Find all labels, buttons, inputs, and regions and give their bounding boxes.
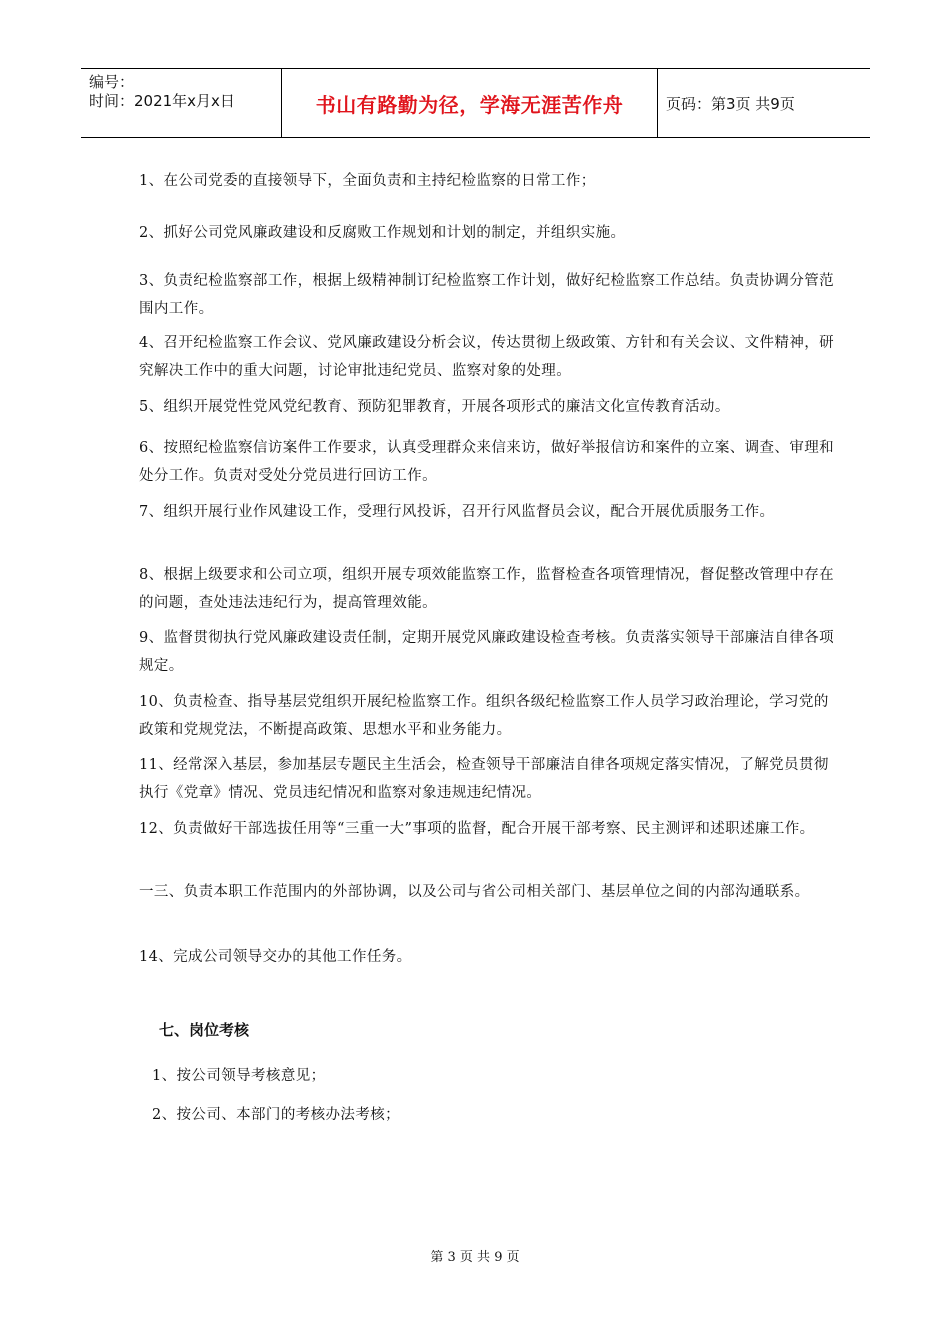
duty-item-9: 9、监督贯彻执行党风廉政建设责任制，定期开展党风廉政建设检查考核。负责落实领导干部廉洁自律各项规定。	[139, 630, 835, 674]
page-footer: 第 3 页 共 9 页	[430, 1250, 520, 1265]
header-meta	[81, 69, 282, 137]
duty-item-12: 12、负责做好干部选拔任用等“三重一大”事项的监督，配合开展干部考察、民主测评和述职述廉工作。	[139, 821, 815, 837]
assessment-item-1: 1、按公司领导考核意见；	[152, 1068, 326, 1084]
assessment-item-2: 2、按公司、本部门的考核办法考核；	[152, 1107, 401, 1123]
document-date-label: 时间：2021年x月x日	[89, 92, 235, 110]
duty-item-3: 3、负责纪检监察部工作，根据上级精神制订纪检监察工作计划，做好纪检监察工作总结。负责协调分管范围内工作。	[139, 273, 835, 317]
page-header	[81, 68, 870, 138]
duty-item-7: 7、组织开展行业作风建设工作，受理行风投诉，召开行风监督员会议，配合开展优质服务工作。	[139, 504, 775, 520]
duty-item-10: 10、负责检查、指导基层党组织开展纪检监察工作。组织各级纪检监察工作人员学习政治理论，学习党的政策和党规党法，不断提高政策、思想水平和业务能力。	[139, 694, 829, 738]
duty-item-8: 8、根据上级要求和公司立项，组织开展专项效能监察工作，监督检查各项管理情况，督促整改管理中存在的问题，查处违法违纪行为，提高管理效能。	[139, 567, 835, 611]
header-page-number: 页码：第3页 共9页	[666, 94, 795, 113]
duty-item-2: 2、抓好公司党风廉政建设和反腐败工作规划和计划的制定，并组织实施。	[139, 225, 626, 241]
duty-item-11: 11、经常深入基层，参加基层专题民主生活会，检查领导干部廉洁自律各项规定落实情况，了解党员贯彻执行《党章》情况、党员违纪情况和监察对象违规违纪情况。	[139, 757, 829, 801]
duty-item-5: 5、组织开展党性党风党纪教育、预防犯罪教育，开展各项形式的廉洁文化宣传教育活动。	[139, 399, 730, 415]
duty-item-13: 一三、负责本职工作范围内的外部协调，以及公司与省公司相关部门、基层单位之间的内部沟通联系。	[139, 884, 810, 900]
duty-item-14: 14、完成公司领导交办的其他工作任务。	[139, 949, 412, 965]
section-title: 七、岗位考核	[159, 1021, 250, 1039]
duty-item-6: 6、按照纪检监察信访案件工作要求，认真受理群众来信来访，做好举报信访和案件的立案、调查、审理和处分工作。负责对受处分党员进行回访工作。	[139, 440, 835, 484]
duty-item-1: 1、在公司党委的直接领导下，全面负责和主持纪检监察的日常工作；	[139, 173, 596, 189]
header-motto: 书山有路勤为径，学海无涯苦作舟	[282, 69, 658, 137]
duty-item-4: 4、召开纪检监察工作会议、党风廉政建设分析会议，传达贯彻上级政策、方针和有关会议、文件精神，研究解决工作中的重大问题，讨论审批违纪党员、监察对象的处理。	[139, 335, 835, 379]
document-number-label: 编号：	[89, 73, 135, 91]
